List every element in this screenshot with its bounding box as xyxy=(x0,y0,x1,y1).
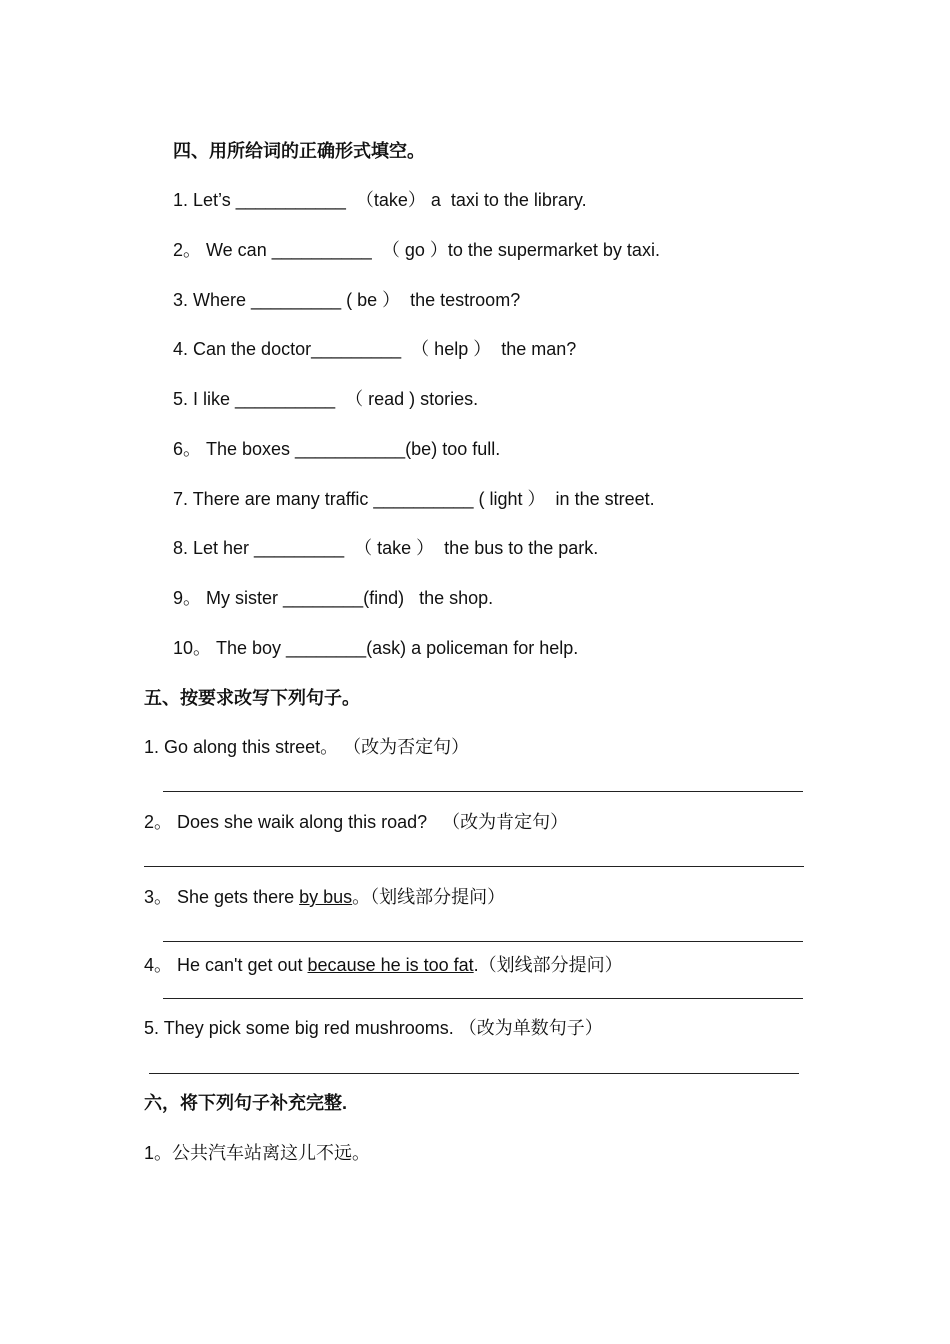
question-4-2: 2。 We can __________ （ go ）to the supermarket by taxi. xyxy=(173,240,660,260)
answer-line-5-1[interactable] xyxy=(163,791,803,792)
question-5-4-instruction: .（划线部分提问） xyxy=(473,955,623,975)
section-4-heading: 四、用所给词的正确形式填空。 xyxy=(173,141,425,161)
section-6-heading: 六，将下列句子补充完整. xyxy=(144,1093,347,1113)
question-5-3-underlined: by bus xyxy=(299,887,353,907)
question-4-3: 3. Where _________ ( be ） the testroom? xyxy=(173,290,521,310)
question-5-1: 1. Go along this street。 （改为否定句） xyxy=(144,737,470,757)
question-4-1: 1. Let’s ___________ （take） a taxi to the library. xyxy=(173,190,587,210)
question-5-3-instruction: 。（划线部分提问） xyxy=(352,887,506,907)
question-4-4: 4. Can the doctor_________ （ help ） the man? xyxy=(173,339,577,359)
answer-line-5-5[interactable] xyxy=(149,1073,799,1074)
question-6-1: 1。公共汽车站离这儿不远。 xyxy=(144,1143,371,1163)
question-5-3-text: 3。 She gets there xyxy=(144,887,300,907)
answer-line-5-4[interactable] xyxy=(163,998,803,999)
question-4-5: 5. I like __________ （ read ) stories. xyxy=(173,389,479,409)
question-4-9: 9。 My sister ________(find) the shop. xyxy=(173,588,494,608)
question-4-6: 6。 The boxes ___________(be) too full. xyxy=(173,439,501,459)
question-5-4-text: 4。 He can't get out xyxy=(144,955,308,975)
answer-line-5-3[interactable] xyxy=(163,941,803,942)
question-4-10: 10。 The boy ________(ask) a policeman for help. xyxy=(173,638,579,658)
section-5-heading: 五、按要求改写下列句子。 xyxy=(144,688,360,708)
question-5-3 xyxy=(144,886,505,908)
question-5-4 xyxy=(144,954,623,976)
question-5-2: 2。 Does she waik along this road? （改为肯定句） xyxy=(144,812,569,832)
answer-line-5-2[interactable] xyxy=(144,866,804,867)
question-5-5: 5. They pick some big red mushrooms. （改为单数句子） xyxy=(144,1018,603,1038)
question-4-8: 8. Let her _________ （ take ） the bus to the park. xyxy=(173,538,599,558)
question-4-7: 7. There are many traffic __________ ( light ） in the street. xyxy=(173,489,655,509)
question-5-4-underlined: because he is too fat xyxy=(307,955,474,975)
